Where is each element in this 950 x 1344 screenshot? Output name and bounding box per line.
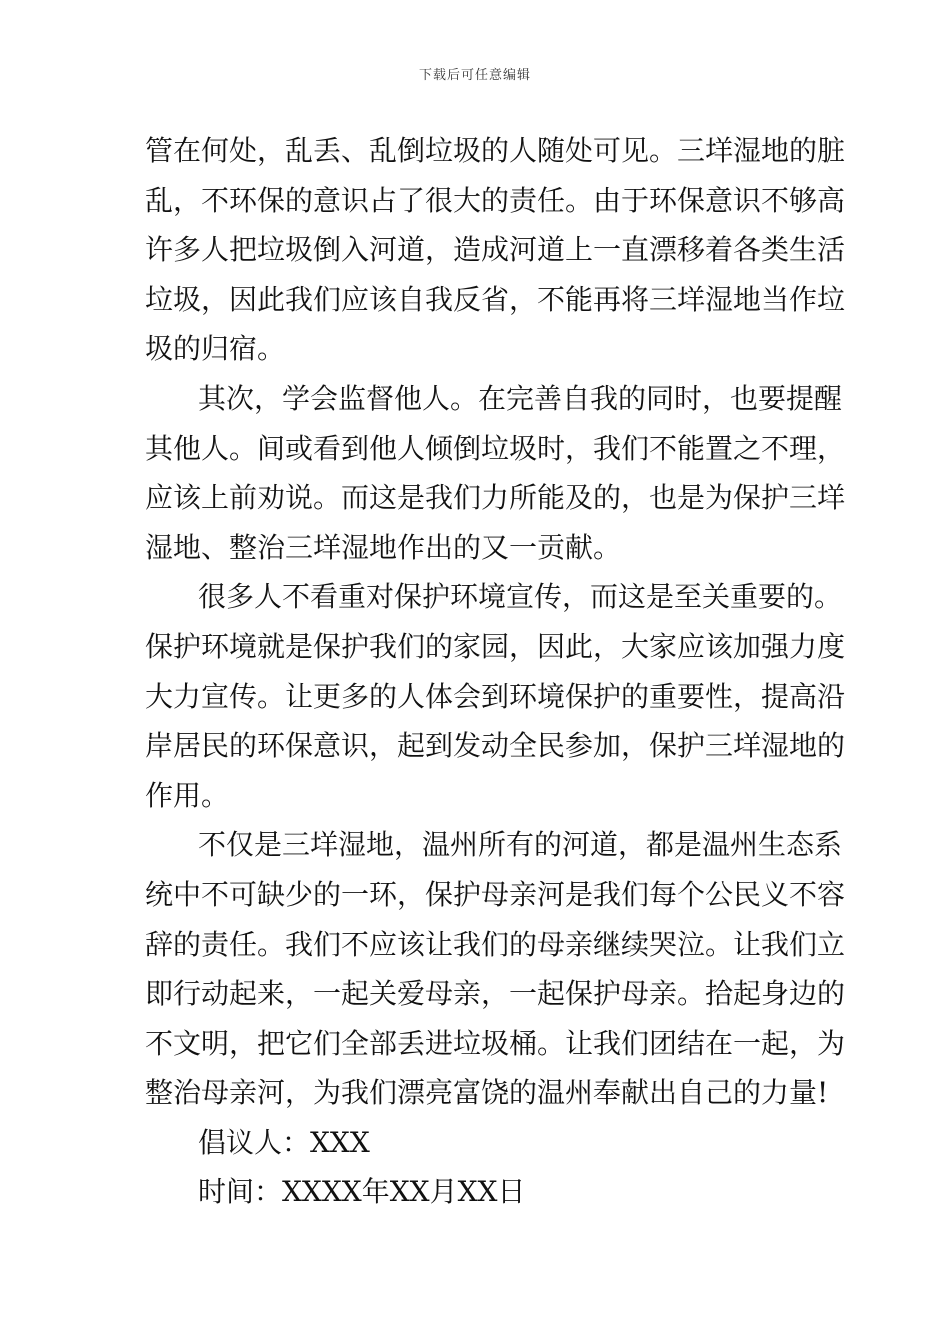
text-line: 管在何处，乱丢、乱倒垃圾的人随处可见。三垟湿地的脏	[145, 134, 846, 167]
text-line: 保护环境就是保护我们的家园，因此，大家应该加强力度	[145, 629, 846, 663]
paragraph-start-line: 其次，学会监督他人。在完善自我的同时，也要提醒	[198, 381, 843, 415]
text-line: 湿地、整治三垟湿地作出的又一贡献。	[145, 530, 622, 564]
date-line: 时间：XXXX年XX月XX日	[198, 1175, 526, 1209]
text-line: 整治母亲河，为我们漂亮富饶的温州奉献出自己的力量!	[145, 1076, 829, 1110]
text-line: 即行动起来，一起关爱母亲，一起保护母亲。拾起身边的	[145, 977, 846, 1011]
document-body	[145, 126, 846, 1217]
text-line: 许多人把垃圾倒入河道，造成河道上一直漂移着各类生活	[145, 233, 846, 267]
text-line: 乱，不环保的意识占了很大的责任。由于环保意识不够高	[145, 183, 846, 217]
text-line: 大力宣传。让更多的人体会到环境保护的重要性，提高沿	[145, 679, 846, 713]
paragraph-start-line: 很多人不看重对保护环境宣传，而这是至关重要的。	[198, 580, 843, 614]
text-line: 不文明，把它们全部丢进垃圾桶。让我们团结在一起，为	[145, 1026, 846, 1060]
text-line: 岸居民的环保意识，起到发动全民参加，保护三垟湿地的	[145, 729, 846, 763]
text-line: 垃圾，因此我们应该自我反省，不能再将三垟湿地当作垃	[145, 282, 846, 316]
initiator-signature: 倡议人：XXX	[198, 1125, 370, 1159]
text-line: 辞的责任。我们不应该让我们的母亲继续哭泣。让我们立	[145, 927, 846, 961]
text-line: 圾的归宿。	[145, 332, 286, 366]
paragraph-start-line: 不仅是三垟湿地，温州所有的河道，都是温州生态系	[198, 828, 843, 862]
text-line: 统中不可缺少的一环，保护母亲河是我们每个公民义不容	[145, 877, 846, 911]
text-line: 应该上前劝说。而这是我们力所能及的，也是为保护三垟	[145, 481, 846, 515]
page-header-note: 下载后可任意编辑	[418, 68, 531, 83]
text-line: 其他人。间或看到他人倾倒垃圾时，我们不能置之不理，	[145, 431, 846, 465]
text-line: 作用。	[145, 778, 230, 812]
